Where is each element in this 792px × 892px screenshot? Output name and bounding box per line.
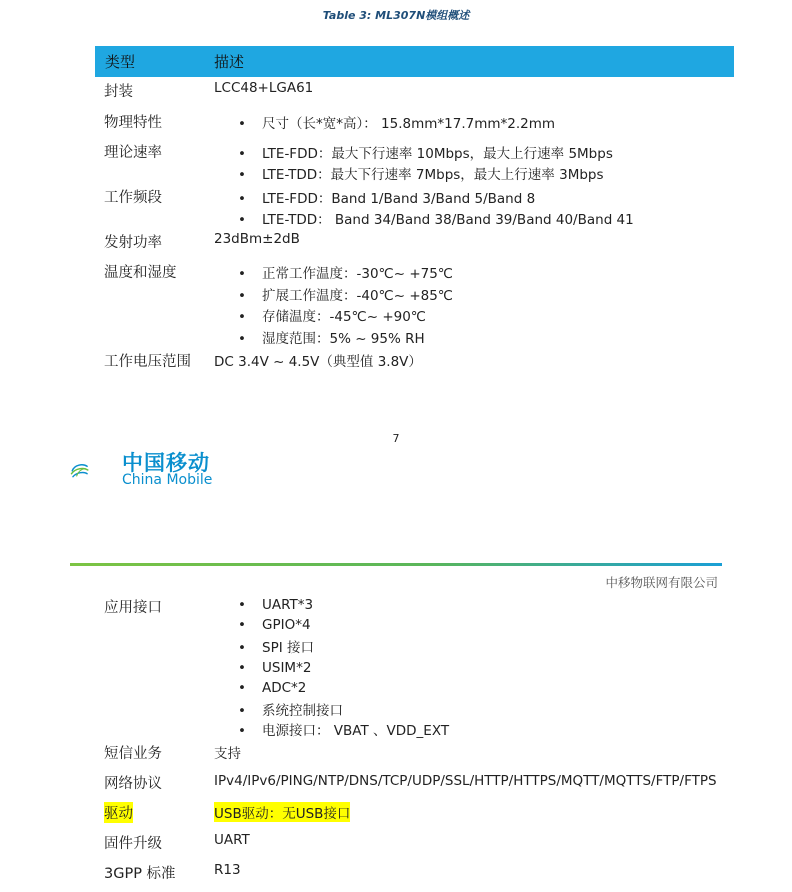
row-label-3gpp: 3GPP 标准	[104, 866, 176, 882]
list-item: • 正常工作温度：-30℃~ +75℃	[238, 266, 453, 282]
list-item: • UART*3	[238, 597, 314, 613]
row-label-package: 封装	[104, 84, 133, 100]
table-caption: Table 3: ML307N模组概述	[322, 9, 470, 22]
row-value-3gpp: R13	[214, 862, 241, 878]
row-label-temp: 温度和湿度	[104, 265, 177, 281]
list-item: • 尺寸（长*宽*高）： 15.8mm*17.7mm*2.2mm	[238, 116, 556, 132]
row-value-firmware: UART	[214, 832, 250, 848]
row-value-protocols: IPv4/IPv6/PING/NTP/DNS/TCP/UDP/SSL/HTTP/HTTPS/MQTT/MQTTS/FTP/FTPS	[214, 773, 717, 789]
row-value-voltage: DC 3.4V ~ 4.5V（典型值 3.8V）	[214, 354, 422, 370]
header-divider	[70, 563, 722, 566]
row-label-rate: 理论速率	[104, 145, 162, 161]
row-label-voltage: 工作电压范围	[104, 354, 191, 370]
list-item: • 存储温度：-45℃~ +90℃	[238, 309, 426, 325]
row-value-sms: 支持	[214, 746, 241, 762]
header-col-desc: 描述	[214, 53, 245, 71]
logo-text-en: China Mobile	[122, 472, 213, 488]
header-col-type: 类型	[105, 53, 136, 71]
row-value-package: LCC48+LGA61	[214, 80, 314, 96]
list-item: • 湿度范围：5% ~ 95% RH	[238, 331, 425, 347]
row-label-physical: 物理特性	[104, 115, 162, 131]
row-label-firmware: 固件升级	[104, 836, 162, 852]
row-value-power: 23dBm±2dB	[214, 231, 300, 247]
row-label-protocols: 网络协议	[104, 776, 162, 792]
row-label-sms: 短信业务	[104, 746, 162, 762]
list-item: • 系统控制接口	[238, 703, 343, 719]
logo-text-cn: 中国移动	[122, 451, 210, 475]
row-value-driver: USB驱动：无USB接口	[214, 802, 350, 822]
row-label-interfaces: 应用接口	[104, 600, 162, 616]
row-label-driver: 驱动	[104, 802, 133, 823]
list-item: • LTE-TDD： Band 34/Band 38/Band 39/Band 40/Band 41	[238, 212, 634, 228]
list-item: • 扩展工作温度：-40℃~ +85℃	[238, 288, 453, 304]
table-header	[95, 46, 734, 77]
list-item: • 电源接口： VBAT 、VDD_EXT	[238, 723, 450, 739]
list-item: • LTE-FDD：Band 1/Band 3/Band 5/Band 8	[238, 191, 536, 207]
list-item: • SPI 接口	[238, 640, 314, 656]
list-item: • GPIO*4	[238, 617, 311, 633]
company-name: 中移物联网有限公司	[605, 575, 718, 590]
list-item: • LTE-TDD：最大下行速率 7Mbps，最大上行速率 3Mbps	[238, 167, 604, 183]
page-number: 7	[392, 432, 400, 445]
china-mobile-logo	[70, 446, 122, 494]
row-label-power: 发射功率	[104, 235, 162, 251]
list-item: • USIM*2	[238, 660, 312, 676]
list-item: • ADC*2	[238, 680, 307, 696]
list-item: • LTE-FDD：最大下行速率 10Mbps，最大上行速率 5Mbps	[238, 146, 613, 162]
row-label-bands: 工作频段	[104, 190, 162, 206]
